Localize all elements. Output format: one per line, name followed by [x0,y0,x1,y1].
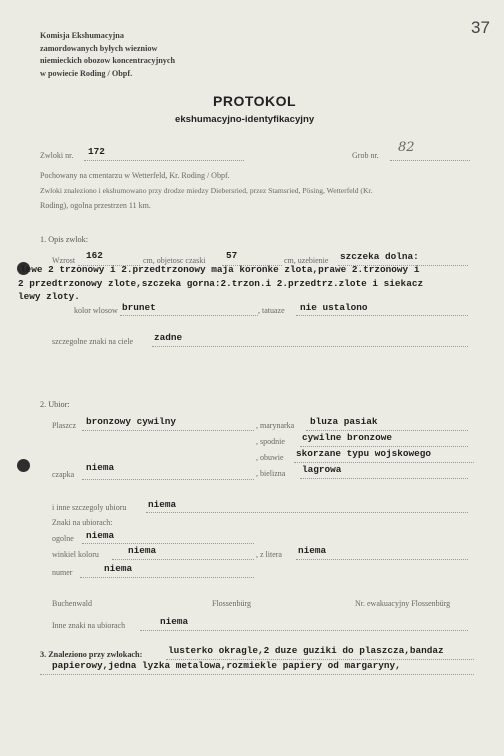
jacket-underline [306,430,468,431]
document-title: PROTOKOL [213,93,297,109]
coat-underline [82,430,254,431]
jacket-label: , marynarka [256,421,295,430]
jacket-value: bluza pasiak [310,416,378,427]
underwear-underline [300,478,468,479]
hair-color-label: kolor wlosow [74,306,118,315]
tattoo-label: , tatuaze [258,306,285,315]
header-line-4: w powiecie Roding / Obpf. [40,68,133,78]
burial-place-text: Pochowany na cmentarzu w Wetterfeld, Kr. Roding / Obpf. [40,171,230,180]
found-items-line-1: lusterko okragle,2 duze guziki do plaszcza,bandaz [168,645,444,656]
winkel-color-value: niema [128,545,157,556]
other-clothing-marks-value: niema [160,616,189,627]
found-items-line-2: papierowy,jedna lyzka metalowa,rozmiekle papiery od margaryny, [52,660,401,671]
body-marks-value: zadne [154,332,183,343]
tattoo-value: nie ustalono [300,302,368,313]
hair-color-value: brunet [122,302,156,313]
teeth-label: cm, uzebienie [284,256,329,265]
general-marks-label: ogolne [52,534,74,543]
skull-label: cm, objetosc czaski [143,256,206,265]
cap-underline [82,479,254,480]
evacuation-number-label: Nr. ewakuacyjny Flossenbürg [355,599,451,608]
section-3-heading: 3. Znaleziono przy zwlokach: [40,650,143,659]
exhumation-place-text-cont: Roding), ogolna przestrzen 11 km. [40,201,151,210]
other-clothing-value: niema [148,499,177,510]
coat-value: bronzowy cywilny [86,416,177,427]
coat-label: Plaszcz [52,421,76,430]
commission-header [40,30,175,80]
punch-hole-bottom [17,459,30,472]
body-marks-underline [152,346,468,347]
general-marks-value: niema [86,530,115,541]
flossenburg-label: Flossenbürg [212,599,251,608]
number-underline [80,577,254,578]
document-subtitle: ekshumacyjno-identyfikacyjny [175,114,315,125]
clothing-marks-label: Znaki na ubiorach: [52,518,113,527]
body-marks-label: szczegolne znaki na ciele [52,337,134,346]
other-clothing-underline [146,512,468,513]
shoes-value: skorzane typu wojskowego [296,448,432,459]
letter-value: niema [298,545,327,556]
other-clothing-marks-label: Inne znaki na ubiorach [52,621,126,630]
other-clothing-marks-underline [140,630,468,631]
zwloki-label: Zwloki nr. [40,151,74,160]
winkel-color-label: winkiel koloru [52,550,99,559]
shoes-label: , obuwie [256,453,284,462]
letter-underline [296,559,468,560]
letter-label: , z litera [256,550,282,559]
cap-label: czapka [52,470,75,479]
skull-value: 57 [226,250,238,261]
other-clothing-label: i inne szczegoly ubioru [52,503,127,512]
winkel-color-underline [112,559,254,560]
zwloki-underline [84,160,244,161]
teeth-value: szczeka dolna: [340,251,419,262]
underwear-label: , bielizna [256,469,286,478]
page-number: 37 [471,18,490,37]
header-line-1: Komisja Ekshumacyjna [40,31,124,40]
grob-value: 82 [398,140,415,155]
number-label: numer [52,568,73,577]
hair-color-underline [120,315,258,316]
grob-label: Grob nr. [352,151,379,160]
shoes-underline [294,462,474,463]
teeth-description-line-1: lewe 2 trzonowy i 2.przedtrzonowy maja koronke zlota,prawe 2.trzonowy i [20,264,420,275]
number-value: niema [104,563,133,574]
height-label: Wzrost [52,256,76,265]
underwear-value: lagrowa [302,464,342,475]
header-line-3: niemieckich obozow koncentracyjnych [40,56,176,65]
trousers-value: cywilne bronzowe [302,432,393,443]
general-marks-underline [82,543,254,544]
section-2-heading: 2. Ubior: [40,400,70,409]
grob-underline [390,160,470,161]
zwloki-value: 172 [88,146,105,157]
teeth-description-line-2: 2 przedtrzonowy zlote,szczeka gorna:2.trzon.i 2.przedtrz.zlote i siekacz [18,278,424,289]
tattoo-underline [296,315,468,316]
height-value: 162 [86,250,103,261]
cap-value: niema [86,462,115,473]
section-1-heading: 1. Opis zwlok: [40,235,88,244]
buchenwald-label: Buchenwald [52,599,92,608]
header-line-2: zamordowanych byłych wiezniow [40,43,158,53]
exhumation-place-text: Zwloki znaleziono i ekshumowano przy drodze miedzy Diebersried, przez Stamsried, Pösing, Wetterfeld (Kr. [40,186,373,195]
found-items-underline-2 [40,674,474,675]
teeth-description-line-3: lewy zloty. [18,291,80,302]
trousers-label: , spodnie [256,437,285,446]
trousers-underline [300,446,468,447]
